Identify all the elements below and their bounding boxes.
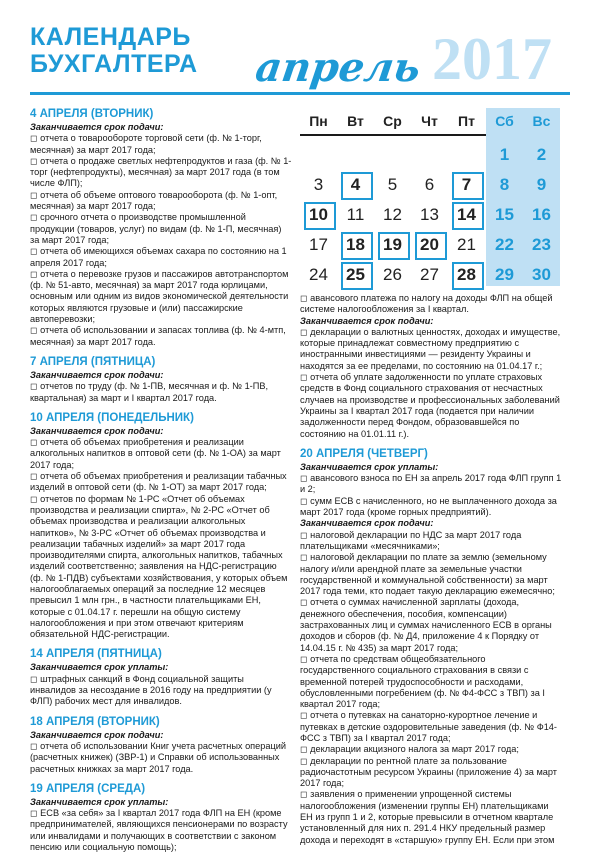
section-subheading: Заканчивается срок уплаты: xyxy=(300,461,439,472)
section-heading: 20 АПРЕЛЯ (ЧЕТВЕРГ) xyxy=(300,447,428,460)
deadline-item: ◻ отчета об объеме оптового товарооборота (ф. № 1-опт, месячная) за март 2017 года; xyxy=(30,189,278,212)
calendar-day: 13 xyxy=(420,205,439,224)
section-subheading: Заканчивается срок подачи: xyxy=(300,518,434,529)
deadline-item: ◻ декларации о валютных ценностях, доходах и имуществе, которые принадлежат совместному предприятию с иностранными инвестициями — резиденту Украины и находятся за ее пределами, по состоянию на 01.04.17 г.; xyxy=(300,326,561,371)
section-subheading: Заканчивается срок подачи: xyxy=(30,122,164,132)
month-calendar xyxy=(300,108,560,286)
weekday-header: Пн xyxy=(309,113,328,129)
deadline-item: ◻ отчета об имеющихся объемах сахара по состоянию на 1 апреля 2017 года; xyxy=(30,246,287,268)
deadline-item: ◻ декларации по рентной плате за пользование радиочастотным ресурсом Украины (приложение 4) за март 2017 года; xyxy=(300,755,557,789)
deadline-item: ◻ авансового взноса по ЕН за апрель 2017 года ФЛП групп 1 и 2; xyxy=(300,473,562,495)
deadline-item: ◻ отчета о товарообороте торговой сети (ф. № 1-торг, месячная) за март 2017 года; xyxy=(30,133,262,155)
calendar-day: 6 xyxy=(424,175,435,194)
weekday-header: Вт xyxy=(347,113,364,129)
deadline-item: ◻ налоговой декларации по плате за землю (земельному налогу и/или арендной плате за земельные участки государственной и коммунальной собственности) за март 2017 года теми, кто подает такую декларацию ежемесячно; xyxy=(300,552,555,597)
title-line-1: КАЛЕНДАРЬ xyxy=(30,23,191,51)
deadline-item: ◻ отчета о перевозке грузов и пассажиров автотранспортом (ф. № 51-авто, месячная) за март 2017 года юрлицами, основным или одним из видов экономической деятельности которых являются грузовые и (или) пассажирские автоперевозки; xyxy=(30,268,289,325)
deadline-section xyxy=(30,356,292,404)
deadline-section xyxy=(30,412,292,641)
calendar-day: 26 xyxy=(383,265,402,284)
calendar-day: 24 xyxy=(309,265,328,284)
section-heading: 4 АПРЕЛЯ (ВТОРНИК) xyxy=(30,108,154,120)
calendar-day: 16 xyxy=(532,205,551,224)
weekday-header: Ср xyxy=(383,113,402,129)
deadline-item: ◻ отчета о суммах начисленной зарплаты (дохода, денежного обеспечения, пособия, компенсации) застрахованных лиц и суммах начисленного ЕСВ в органы доходов и сборов (ф. № Д4, приложение 4 к Порядку от 14.04.15 г. № 435) за март 2017 года; xyxy=(300,597,552,653)
calendar-day: 1 xyxy=(499,145,510,164)
deadline-item: ◻ отчета об использовании Книг учета расчетных операций (расчетных книжек) (ЗВР-1) и Справки об использованных расчетных книжках за март 2017 года. xyxy=(30,740,287,774)
right-column xyxy=(300,293,562,854)
deadline-item: ◻ заявления о применении упрощенной системы налогообложения (изменении группы ЕН) плательщиками ЕН из групп 1 и 2, которые превысили в отчетном квартале установленный для них п. 291.4 НКУ предельный размер дохода и переходят в «старшую» группу ЕН. Если при этом xyxy=(300,789,555,845)
deadline-item: ◻ ЕСВ «за себя» за I квартал 2017 года ФЛП на ЕН (кроме предпринимателей, являющихся пенсионерами по возрасту или инвалидами и получающих в соответствии с законом пенсию или социальную помощь); xyxy=(30,808,288,853)
deadline-item: ◻ налоговой декларации по НДС за март 2017 года плательщиками «месячниками»; xyxy=(300,529,522,551)
calendar-day: 2 xyxy=(536,145,547,164)
calendar-day: 30 xyxy=(532,265,551,284)
calendar-day-deadline: 10 xyxy=(300,202,337,228)
deadline-section xyxy=(30,108,292,348)
year-label: 2017 xyxy=(432,26,552,92)
calendar-day-deadline: 18 xyxy=(337,232,374,258)
deadline-item: ◻ отчета по средствам общеобязательного государственного социального страхования в связи с временной потерей трудоспособности и расходами, обусловленными погребением (ф. № Ф4-ФСС з ТВП) за I квартал 2017 года; xyxy=(300,653,545,710)
section-subheading: Заканчивается срок подачи: xyxy=(30,729,164,740)
calendar-day-deadline: 19 xyxy=(374,232,411,258)
section-heading: 14 АПРЕЛЯ (ПЯТНИЦА) xyxy=(30,648,162,661)
deadline-section xyxy=(30,648,292,707)
title-line-2: БУХГАЛТЕРА xyxy=(30,50,198,78)
section-subheading: Заканчивается срок подачи: xyxy=(30,369,164,380)
section-heading: 7 АПРЕЛЯ (ПЯТНИЦА) xyxy=(30,355,156,368)
deadline-item: ◻ отчета об объемах приобретения и реализации табачных изделий в оптовой сети (ф. № 1-ОТ) за март 2017 года; xyxy=(30,471,287,493)
weekday-header: Чт xyxy=(421,113,438,129)
section-subheading: Заканчивается срок подачи: xyxy=(300,315,434,326)
deadline-item: ◻ авансового платежа по налогу на доходы ФЛП на общей системе налогообложения за I квартал. xyxy=(300,293,553,315)
calendar-day-deadline: 14 xyxy=(448,202,485,228)
calendar-day-deadline: 20 xyxy=(411,232,448,258)
calendar-day-deadline: 7 xyxy=(448,172,485,198)
calendar-day: 12 xyxy=(383,205,402,224)
deadline-item: ◻ отчета об использовании и запасах топлива (ф. № 4-мтп, месячная) за март 2017 года. xyxy=(30,325,286,347)
section-heading: 18 АПРЕЛЯ (ВТОРНИК) xyxy=(30,715,160,728)
deadline-item: ◻ отчета об уплате задолженности по уплате страховых средств в Фонд социального страхования от несчастных случаев на производстве и профессиональных заболеваний Украины за I квартал 2017 года (подается при наличии задолженности перед Фондом, образовавшейся по состоянию на 01.01.11 г.). xyxy=(300,372,560,439)
calendar-day-deadline: 25 xyxy=(337,262,374,288)
deadline-item: ◻ штрафных санкций в Фонд социальной защиты инвалидов за несоздание в 2016 году на предприятии (у ФЛП) рабочих мест для инвалидов. xyxy=(30,673,272,707)
page-title xyxy=(30,24,198,78)
month-label: апрель xyxy=(252,44,424,91)
calendar-day: 5 xyxy=(387,175,398,194)
section-heading: 19 АПРЕЛЯ (СРЕДА) xyxy=(30,782,146,795)
calendar-day: 8 xyxy=(499,175,510,194)
calendar-day: 9 xyxy=(536,175,547,194)
deadline-item: ◻ отчета об объемах приобретения и реализации алкогольных напитков в оптовой сети (ф. № 1-ОА) за март 2017 года; xyxy=(30,437,281,470)
deadline-item: ◻ сумм ЕСВ с начисленного, но не выплаченного дохода за март 2017 года (кроме горных предприятий). xyxy=(300,495,557,518)
deadline-item: ◻ отчета о путевках на санаторно-курортное лечение и путевках в детские оздоровительные заведения (ф. № Ф14-ФСС з ТВП) за I квартал 2017 года; xyxy=(300,710,557,743)
calendar-header-rule xyxy=(300,134,486,136)
calendar-day: 17 xyxy=(309,235,328,254)
deadline-section xyxy=(300,293,562,440)
left-column xyxy=(30,108,292,861)
calendar-day-deadline: 28 xyxy=(448,262,485,288)
section-heading: 10 АПРЕЛЯ (ПОНЕДЕЛЬНИК) xyxy=(30,411,194,424)
calendar-day: 3 xyxy=(313,175,324,194)
calendar-day: 27 xyxy=(420,265,439,284)
deadline-section xyxy=(30,783,292,853)
section-subheading: Заканчивается срок уплаты: xyxy=(30,662,169,673)
calendar-day: 22 xyxy=(495,235,514,254)
section-subheading: Заканчивается срок подачи: xyxy=(30,425,164,436)
calendar-day: 15 xyxy=(495,205,514,224)
deadline-item: ◻ декларации акцизного налога за март 2017 года; xyxy=(300,744,519,755)
deadline-section xyxy=(30,716,292,775)
section-subheading: Заканчивается срок уплаты: xyxy=(30,796,169,807)
weekday-header: Вс xyxy=(523,108,560,134)
deadline-item: ◻ отчетов по труду (ф. № 1-ПВ, месячная и ф. № 1-ПВ, квартальная) за март и I квартал 2017 года. xyxy=(30,381,269,403)
calendar-day: 23 xyxy=(532,235,551,254)
header-divider xyxy=(30,92,570,95)
deadline-item: ◻ срочного отчета о производстве промышленной продукции (товаров, услуг) по видам (ф. № 1-П, месячная) за март 2017 года; xyxy=(30,212,282,245)
weekday-header: Сб xyxy=(486,108,523,134)
deadline-item: ◻ отчета о продаже светлых нефтепродуктов и газа (ф. № 1-торг (нефтепродукты), месячная) за март 2017 года (в том числе ФЛП); xyxy=(30,155,292,189)
calendar-day: 29 xyxy=(495,265,514,284)
calendar-day-deadline: 4 xyxy=(337,172,374,198)
weekday-header-row xyxy=(300,108,560,134)
weekday-header: Пт xyxy=(458,113,475,129)
calendar-day: 11 xyxy=(346,205,365,224)
deadline-item: ◻ отчетов по формам № 1-РС «Отчет об объемах производства и реализации спирта», № 2-РС «Отчет об объемах производства и реализации алкогольных напитков», № 3-РС «Отчет об объемах производства и реализации табачных изделий» за март 2017 года производителями спирта, алкогольных напитков, табачных изделий соответственно; заявления на НДС-регистрацию (ф. № 1-ПДВ) субъектами хозяйствования, у которых объем налогооблагаемых операций за последние 12 месяцев превысил 1 млн грн., в частности плательщиками ЕН, которые с 01.04.17 г. перешли на общую систему налогообложения и при этом отвечают критериям обязательной НДС-регистрации. xyxy=(30,493,288,640)
deadline-section xyxy=(300,448,562,846)
calendar-day: 21 xyxy=(457,235,476,254)
